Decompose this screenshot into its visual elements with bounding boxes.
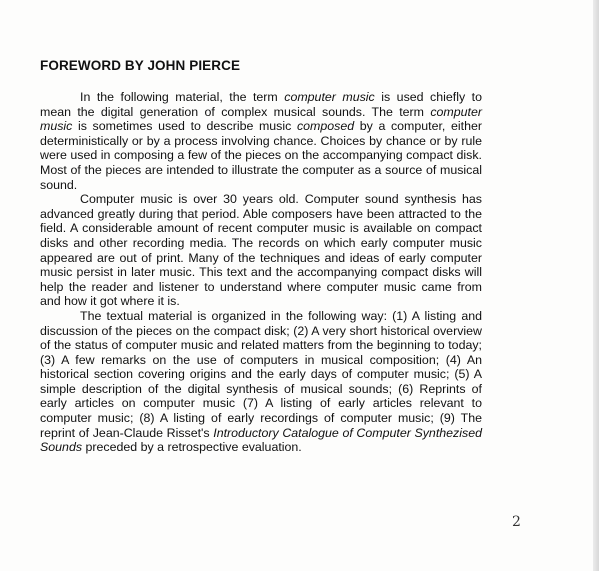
- page-edge-shadow: [593, 0, 599, 571]
- text-run: In the following material, the term: [80, 90, 285, 104]
- paragraph-history: [40, 192, 482, 309]
- foreword-heading: FOREWORD BY JOHN PIERCE: [40, 58, 241, 73]
- text-run: is sometimes used to describe music: [72, 119, 297, 134]
- page-number: 2: [512, 514, 521, 530]
- paragraph-organization: [40, 309, 482, 455]
- italic-run: composed: [296, 119, 355, 134]
- foreword-body: [40, 90, 482, 455]
- text-run: The textual material is organized in the following way: (1) A listing and discussion of the pieces on the compact disk; (2) A very short historical overview of the status of computer music and related matters from the beginning to today; (3) A few remarks on the use of computers in musical composition; (4) An historical section covering origins and the early days of computer music; (5) A simple description of the digital synthesis of musical sounds; (6) Reprints of early articles on computer music (7) A listing of early articles relevant to computer music; (8) A listing of early recordings of computer music; (9) The reprint of Jean-Claude Risset's: [40, 308, 482, 440]
- italic-run: Introductory Catalogue of Computer Synthezised Sounds: [40, 425, 482, 455]
- italic-run: computer music: [284, 90, 375, 104]
- paragraph-intro: [40, 90, 482, 192]
- italic-run: computer music: [40, 104, 482, 134]
- text-run: is used chiefly to mean the digital generation of complex musical sounds. The term: [40, 90, 482, 119]
- text-run: preceded by a retrospective evaluation.: [82, 440, 302, 455]
- text-run: Computer music is over 30 years old. Computer sound synthesis has advanced greatly during that period. Able composers have been attracted to the field. A considerable amount of recent computer music is available on compact disks and other recording media. The records on which early computer music appeared are out of print. Many of the techniques and ideas of early computer music persist in later music. This text and the accompanying compact disks will help the reader and listener to understand where computer music came from and how it got where it is.: [40, 192, 482, 309]
- text-run: by a computer, either deterministically or by a process involving chance. Choices by chance or by rule were used in composing a few of the pieces on the accompanying compact disk. Most of the pieces are intended to illustrate the computer as a source of musical sound.: [40, 119, 482, 192]
